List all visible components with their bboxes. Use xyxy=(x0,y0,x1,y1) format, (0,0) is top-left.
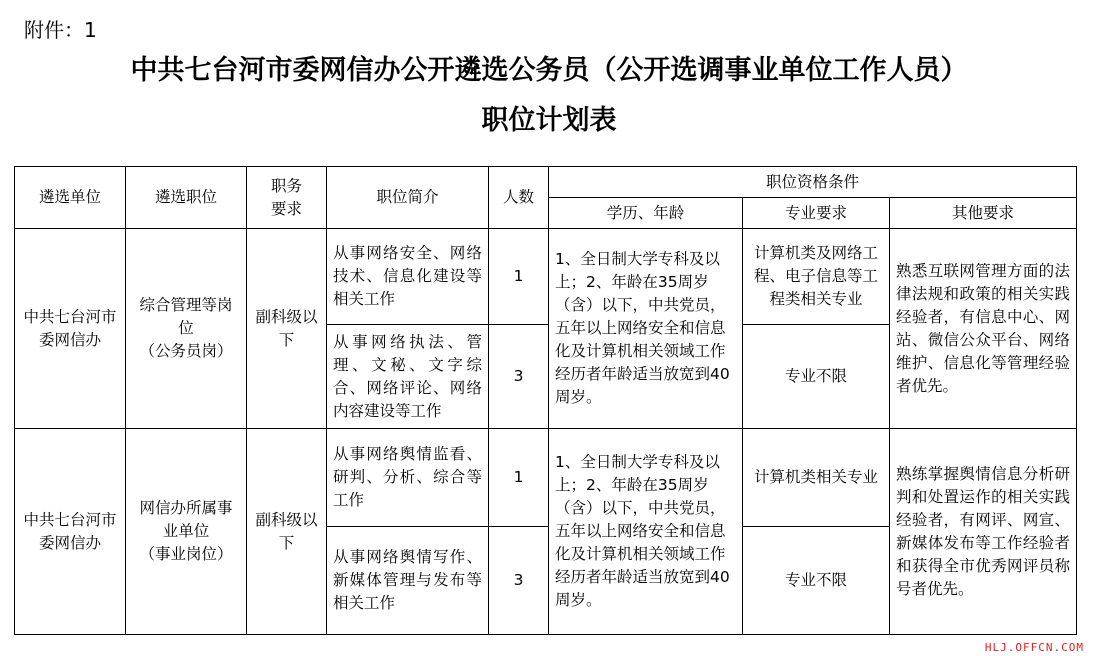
intro-cell: 从事网络执法、管理、文秘、文字综合、网络评论、网络内容建设等工作 xyxy=(327,325,489,429)
rank-cell: 副科级以下 xyxy=(247,229,327,429)
watermark-logo: HLJ.OFFCN.COM xyxy=(984,641,1084,654)
rank-cell: 副科级以下 xyxy=(247,429,327,635)
header-major: 专业要求 xyxy=(743,198,890,229)
header-intro: 职位简介 xyxy=(327,167,489,229)
intro-cell: 从事网络舆情监看、研判、分析、综合等工作 xyxy=(327,429,489,527)
document-subtitle: 职位计划表 xyxy=(481,105,617,136)
position-type: （公务员岗） xyxy=(139,342,233,360)
count-cell: 3 xyxy=(489,325,549,429)
position-name: 网信办所属事业单位 xyxy=(139,499,233,540)
header-unit: 遴选单位 xyxy=(15,167,126,229)
edu-age-cell: 1、全日制大学专科及以上；2、年龄在35周岁（含）以下，中共党员，五年以上网络安全和信息化及计算机相关领域工作经历者年龄适当放宽到40周岁。 xyxy=(549,429,743,635)
table-row xyxy=(15,429,1077,527)
header-qualifications: 职位资格条件 xyxy=(549,167,1077,198)
position-name: 综合管理等岗位 xyxy=(139,296,233,337)
header-edu-age: 学历、年龄 xyxy=(549,198,743,229)
position-plan-table xyxy=(14,166,1077,635)
header-position: 遴选职位 xyxy=(126,167,247,229)
table-row xyxy=(15,229,1077,325)
header-rank xyxy=(247,167,327,229)
unit-cell: 中共七台河市委网信办 xyxy=(15,229,126,429)
other-cell: 熟练掌握舆情信息分析研判和处置运作的相关实践经验者，有网评、网宣、新媒体发布等工作经验者和获得全市优秀网评员称号者优先。 xyxy=(890,429,1077,635)
annex-label: 附件：1 xyxy=(24,18,97,42)
count-cell: 3 xyxy=(489,527,549,635)
document-title: 中共七台河市委网信办公开遴选公务员（公开选调事业单位工作人员） xyxy=(130,55,968,86)
major-cell: 计算机类及网络工程、电子信息等工程类相关专业 xyxy=(743,229,890,325)
major-cell: 专业不限 xyxy=(743,325,890,429)
header-count: 人数 xyxy=(489,167,549,229)
count-cell: 1 xyxy=(489,429,549,527)
major-cell: 计算机类相关专业 xyxy=(743,429,890,527)
major-cell: 专业不限 xyxy=(743,527,890,635)
intro-cell: 从事网络安全、网络技术、信息化建设等相关工作 xyxy=(327,229,489,325)
position-type: （事业岗位） xyxy=(139,545,233,563)
unit-cell: 中共七台河市委网信办 xyxy=(15,429,126,635)
count-cell: 1 xyxy=(489,229,549,325)
header-rank-line1: 职务 xyxy=(270,176,302,195)
edu-age-cell: 1、全日制大学专科及以上；2、年龄在35周岁（含）以下，中共党员，五年以上网络安全和信息化及计算机相关领域工作经历者年龄适当放宽到40周岁。 xyxy=(549,229,743,429)
position-cell xyxy=(126,229,247,429)
header-other: 其他要求 xyxy=(890,198,1077,229)
header-row-1 xyxy=(15,167,1077,198)
position-cell xyxy=(126,429,247,635)
header-rank-line2: 要求 xyxy=(270,199,302,218)
intro-cell: 从事网络舆情写作、新媒体管理与发布等相关工作 xyxy=(327,527,489,635)
other-cell: 熟悉互联网管理方面的法律法规和政策的相关实践经验者，有信息中心、网站、微信公众平台、网络维护、信息化等管理经验者优先。 xyxy=(890,229,1077,429)
